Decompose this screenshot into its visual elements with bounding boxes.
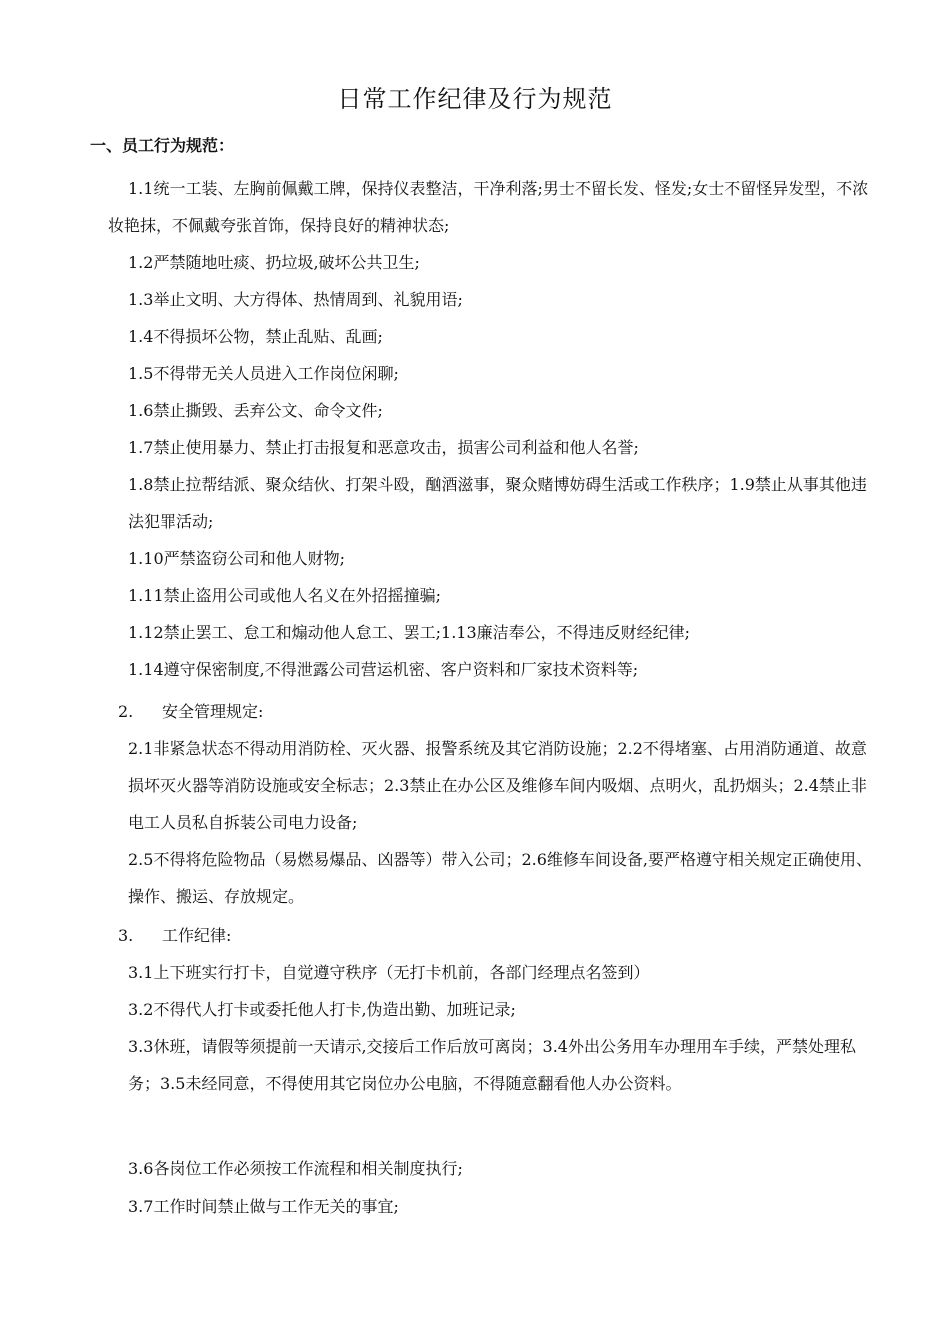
rule-1-11: 1.11禁止盗用公司或他人名义在外招摇撞骗;: [128, 586, 442, 605]
section-2-heading: [118, 700, 263, 724]
rule-1-4: 1.4不得损坏公物，禁止乱贴、乱画;: [128, 327, 383, 346]
section-1-heading: 一、员工行为规范：: [90, 136, 235, 155]
section-3-title: 工作纪律:: [162, 926, 232, 945]
section-3-number: 3.: [118, 926, 134, 945]
rule-1-5: 1.5不得带无关人员进入工作岗位闲聊;: [128, 364, 399, 383]
section-3-heading: [118, 924, 231, 948]
document-title: 日常工作纪律及行为规范: [337, 85, 613, 113]
rule-1-14: 1.14遵守保密制度,不得泄露公司营运机密、客户资料和厂家技术资料等;: [128, 660, 639, 679]
rule-3-2: 3.2不得代人打卡或委托他人打卡,伪造出勤、加班记录;: [128, 1000, 516, 1019]
rule-1-2: 1.2严禁随地吐痰、扔垃圾,破坏公共卫生;: [128, 253, 420, 272]
rule-2-1: 2.1非紧急状态不得动用消防栓、灭火器、报警系统及其它消防设施；2.2不得堵塞、占用消防通道、故意损坏灭火器等消防设施或安全标志；2.3禁止在办公区及维修车间内吸烟、点明火，乱扔烟头；2.4禁止非电工人员私自拆装公司电力设备;: [128, 739, 867, 832]
section-2-title: 安全管理规定:: [162, 702, 264, 721]
rule-1-7: 1.7禁止使用暴力、禁止打击报复和恶意攻击，损害公司利益和他人名誉;: [128, 438, 639, 457]
section-2-number: 2.: [118, 702, 134, 721]
rule-3-3: 3.3休班，请假等须提前一天请示,交接后工作后放可离岗；3.4外出公务用车办理用车手续，严禁处理私务；3.5未经同意，不得使用其它岗位办公电脑，不得随意翻看他人办公资料。: [128, 1037, 856, 1093]
rule-1-1: 1.1统一工装、左胸前佩戴工牌，保持仪表整洁，干净利落;男士不留长发、怪发;女士不留怪异发型，不浓妆艳抹，不佩戴夸张首饰，保持良好的精神状态;: [108, 179, 869, 235]
rule-1-6: 1.6禁止撕毁、丢弃公文、命令文件;: [128, 401, 383, 420]
rule-2-5: 2.5不得将危险物品（易燃易爆品、凶器等）带入公司；2.6维修车间设备,要严格遵守相关规定正确使用、操作、搬运、存放规定。: [128, 850, 872, 906]
rule-1-10: 1.10严禁盗窃公司和他人财物;: [128, 549, 346, 568]
rule-1-8: 1.8禁止拉帮结派、聚众结伙、打架斗殴，酗酒滋事，聚众赌博妨碍生活或工作秩序；1.9禁止从事其他违法犯罪活动;: [128, 475, 867, 531]
rule-3-7: 3.7工作时间禁止做与工作无关的事宜;: [128, 1197, 399, 1216]
rule-1-12: 1.12禁止罢工、怠工和煽动他人怠工、罢工;1.13廉洁奉公，不得违反财经纪律;: [128, 623, 691, 642]
rule-1-3: 1.3举止文明、大方得体、热情周到、礼貌用语;: [128, 290, 463, 309]
rule-3-1: 3.1上下班实行打卡，自觉遵守秩序（无打卡机前，各部门经理点名签到）: [128, 963, 650, 982]
rule-3-6: 3.6各岗位工作必须按工作流程和相关制度执行;: [128, 1159, 463, 1178]
